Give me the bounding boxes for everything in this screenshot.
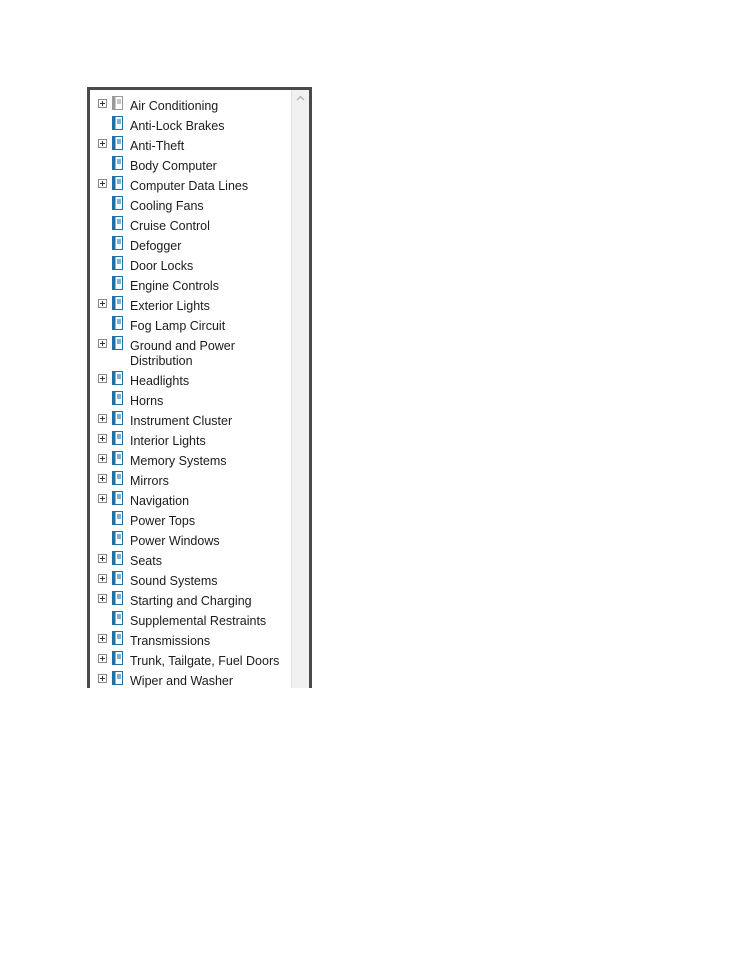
expand-plus-icon[interactable] (98, 634, 107, 643)
tree-item-label: Power Windows (130, 534, 220, 548)
tree-panel (87, 87, 312, 688)
tree-item[interactable] (90, 409, 290, 429)
tree-item[interactable] (90, 389, 290, 409)
tree-item-label: Air Conditioning (130, 99, 219, 113)
tree-item[interactable] (90, 194, 290, 214)
expand-plus-icon[interactable] (98, 574, 107, 583)
tree-item[interactable] (90, 174, 290, 194)
tree-item[interactable] (90, 114, 290, 134)
book-icon (111, 451, 124, 465)
expand-plus-icon[interactable] (98, 299, 107, 308)
tree-item[interactable] (90, 274, 290, 294)
expand-plus-icon[interactable] (98, 554, 107, 563)
tree-item-label: Starting and Charging (130, 594, 252, 608)
tree-item-label: Engine Controls (130, 279, 219, 293)
tree-item-label: Computer Data Lines (130, 179, 249, 193)
tree-item[interactable] (90, 449, 290, 469)
tree-item[interactable] (90, 469, 290, 489)
tree-item-label: Headlights (130, 374, 190, 388)
tree-item-label: Instrument Cluster (130, 414, 233, 428)
book-icon (111, 116, 124, 130)
tree-item-label: Cruise Control (130, 219, 210, 233)
book-icon (111, 491, 124, 505)
tree-item[interactable] (90, 609, 290, 629)
book-icon (111, 316, 124, 330)
expand-plus-icon[interactable] (98, 494, 107, 503)
expand-plus-icon[interactable] (98, 414, 107, 423)
tree-item[interactable] (90, 294, 290, 314)
expand-plus-icon[interactable] (98, 339, 107, 348)
tree-item-label: Mirrors (130, 474, 169, 488)
tree-item-label: Trunk, Tailgate, Fuel Doors (130, 654, 280, 668)
tree-item-label: Interior Lights (130, 434, 206, 448)
book-icon (111, 371, 124, 385)
tree-item-label: Horns (130, 394, 164, 408)
tree-item-label: Sound Systems (130, 574, 218, 588)
book-icon (111, 296, 124, 310)
book-icon (111, 431, 124, 445)
tree-item-label: Seats (130, 554, 162, 568)
expand-plus-icon[interactable] (98, 654, 107, 663)
tree-item-label: Navigation (130, 494, 190, 508)
tree-item[interactable] (90, 529, 290, 549)
book-icon (111, 256, 124, 270)
book-icon (111, 336, 124, 350)
book-icon (111, 651, 124, 665)
book-icon (111, 551, 124, 565)
book-icon (111, 276, 124, 290)
expand-plus-icon[interactable] (98, 434, 107, 443)
book-icon (111, 176, 124, 190)
book-icon (111, 471, 124, 485)
tree-item[interactable] (90, 234, 290, 254)
expand-plus-icon[interactable] (98, 179, 107, 188)
book-icon (111, 531, 124, 545)
tree-item-label: Fog Lamp Circuit (130, 319, 226, 333)
tree-item[interactable] (90, 429, 290, 449)
book-icon (111, 671, 124, 685)
book-icon (111, 571, 124, 585)
book-icon (111, 156, 124, 170)
tree-item-label: Memory Systems (130, 454, 227, 468)
tree-item-label: Ground and Power Distribution (130, 339, 235, 368)
tree-item-label: Supplemental Restraints (130, 614, 267, 628)
book-icon (111, 236, 124, 250)
tree-item-label: Wiper and Washer (130, 674, 234, 688)
scroll-up-arrow-icon[interactable] (296, 94, 305, 103)
expand-plus-icon[interactable] (98, 139, 107, 148)
tree-view (90, 90, 290, 688)
book-icon (111, 591, 124, 605)
tree-item[interactable] (90, 94, 290, 114)
tree-item[interactable] (90, 649, 290, 669)
book-icon (111, 511, 124, 525)
book-icon (111, 136, 124, 150)
expand-plus-icon[interactable] (98, 474, 107, 483)
expand-plus-icon[interactable] (98, 99, 107, 108)
book-icon (111, 216, 124, 230)
tree-item[interactable] (90, 589, 290, 609)
tree-item[interactable] (90, 254, 290, 274)
tree-item[interactable] (90, 569, 290, 589)
tree-item-label: Door Locks (130, 259, 194, 273)
tree-item-label: Power Tops (130, 514, 196, 528)
tree-item[interactable] (90, 629, 290, 649)
vertical-scrollbar[interactable] (291, 90, 309, 688)
tree-item[interactable] (90, 369, 290, 389)
tree-item[interactable] (90, 334, 290, 369)
book-icon (111, 411, 124, 425)
tree-item[interactable] (90, 509, 290, 529)
tree-item[interactable] (90, 669, 290, 688)
book-icon (111, 196, 124, 210)
tree-item[interactable] (90, 549, 290, 569)
tree-item-label: Cooling Fans (130, 199, 204, 213)
expand-plus-icon[interactable] (98, 674, 107, 683)
tree-item-label: Exterior Lights (130, 299, 210, 313)
tree-item-label: Body Computer (130, 159, 217, 173)
tree-item[interactable] (90, 314, 290, 334)
tree-item-label: Transmissions (130, 634, 211, 648)
tree-item-label: Defogger (130, 239, 182, 253)
tree-item-label: Anti-Lock Brakes (130, 119, 225, 133)
tree-item[interactable] (90, 489, 290, 509)
tree-item-label: Anti-Theft (130, 139, 185, 153)
book-icon (111, 391, 124, 405)
tree-item[interactable] (90, 134, 290, 154)
expand-plus-icon[interactable] (98, 374, 107, 383)
tree-item[interactable] (90, 154, 290, 174)
book-icon (111, 611, 124, 625)
book-icon (111, 631, 124, 645)
expand-plus-icon[interactable] (98, 454, 107, 463)
tree-item[interactable] (90, 214, 290, 234)
book-gray-icon (111, 96, 124, 110)
expand-plus-icon[interactable] (98, 594, 107, 603)
